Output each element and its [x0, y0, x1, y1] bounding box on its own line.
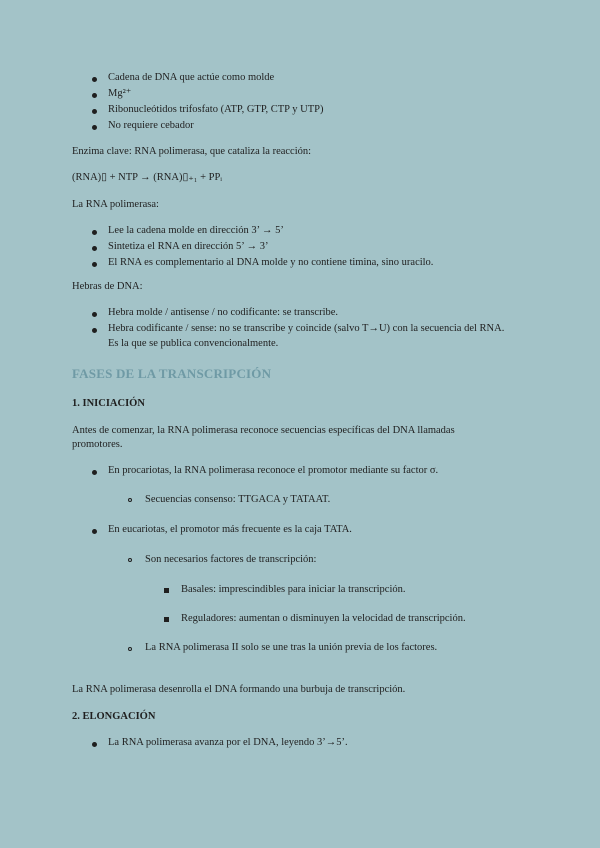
section-title: FASES DE LA TRANSCRIPCIÓN: [72, 366, 272, 381]
polymerase-point: Sintetiza el RNA en dirección 5’ → 3’: [108, 241, 269, 252]
bullet: [92, 312, 97, 317]
eukaryotes-point: En eucariotas, el promotor más frecuente es la caja TATA.: [108, 524, 352, 535]
bullet: [92, 77, 97, 82]
bubble-line: La RNA polimerasa desenrolla el DNA formando una burbuja de transcripción.: [72, 684, 406, 695]
initiation-intro: Antes de comenzar, la RNA polimerasa reconoce secuencias específicas del DNA llamadas: [72, 425, 455, 436]
regulator-factors-point: Reguladores: aumentan o disminuyen la velocidad de transcripción.: [181, 613, 466, 624]
polymerase-point: El RNA es complementario al DNA molde y no contiene timina, sino uracilo.: [108, 257, 434, 268]
requirement-item: Ribonucleótidos trifosfato (ATP, GTP, CTP y UTP): [108, 104, 324, 115]
pol2-point: La RNA polimerasa II solo se une tras la unión previa de los factores.: [145, 642, 438, 653]
bullet: [92, 742, 97, 747]
polymerase-intro: La RNA polimerasa:: [72, 199, 159, 210]
elongation-heading: 2. ELONGACIÓN: [72, 711, 156, 722]
bullet: [92, 529, 97, 534]
bullet: [92, 262, 97, 267]
square-bullet: [164, 588, 169, 593]
circle-bullet: [128, 647, 132, 651]
reaction-equation: (RNA)▯ + NTP → (RNA)▯₊₁ + PPᵢ: [72, 172, 223, 183]
strand-item: Hebra molde / antisense / no codificante: se transcribe.: [108, 307, 339, 318]
bullet: [92, 470, 97, 475]
bullet: [92, 246, 97, 251]
consensus-point: Secuencias consenso: TTGACA y TATAAT.: [145, 494, 331, 505]
prokaryotes-point: En procariotas, la RNA polimerasa reconoce el promotor mediante su factor σ.: [108, 465, 439, 476]
bullet: [92, 109, 97, 114]
circle-bullet: [128, 498, 132, 502]
strand-item: Hebra codificante / sense: no se transcribe y coincide (salvo T→U) con la secuencia del RNA.: [108, 323, 505, 334]
enzyme-line: Enzima clave: RNA polimerasa, que cataliza la reacción:: [72, 146, 312, 157]
bullet: [92, 125, 97, 130]
bullet: [92, 230, 97, 235]
strands-intro: Hebras de DNA:: [72, 281, 143, 292]
polymerase-point: Lee la cadena molde en dirección 3’ → 5’: [108, 225, 284, 236]
requirement-item: Mg²⁺: [108, 88, 132, 99]
requirement-item: Cadena de DNA que actúe como molde: [108, 72, 275, 83]
basal-factors-point: Basales: imprescindibles para iniciar la transcripción.: [181, 584, 406, 595]
bullet: [92, 328, 97, 333]
square-bullet: [164, 617, 169, 622]
circle-bullet: [128, 558, 132, 562]
bullet: [92, 93, 97, 98]
elongation-point: La RNA polimerasa avanza por el DNA, leyendo 3’→5’.: [108, 737, 348, 748]
strand-item-continuation: Es la que se publica convencionalmente.: [108, 338, 279, 349]
requirement-item: No requiere cebador: [108, 120, 194, 131]
initiation-intro-continuation: promotores.: [72, 439, 123, 450]
factors-point: Son necesarios factores de transcripción:: [145, 554, 317, 565]
initiation-heading: 1. INICIACIÓN: [72, 398, 145, 409]
